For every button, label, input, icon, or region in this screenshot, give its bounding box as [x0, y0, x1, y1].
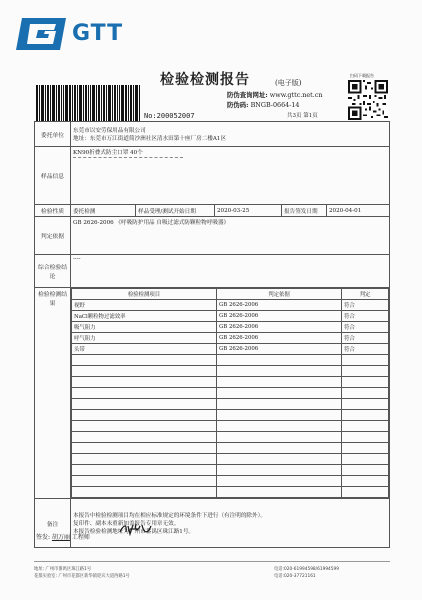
test-type-label: 检验性质	[35, 205, 71, 217]
result-basis: GB 2626-2006	[217, 333, 342, 344]
remarks-label: 备注	[35, 499, 71, 548]
gtt-logo-mark-icon	[16, 16, 68, 52]
footer	[34, 566, 390, 580]
result-verdict: 符合	[342, 300, 389, 311]
empty-row	[72, 399, 389, 410]
result-basis: GB 2626-2006	[217, 322, 342, 333]
anti-fake-code: BNGB-0664-14	[250, 101, 300, 109]
signature-block	[36, 532, 90, 541]
results-label: 检验检测结果	[35, 288, 71, 499]
results-cell	[71, 288, 390, 499]
conclusion-text: ----	[71, 255, 390, 288]
issue-date-value: 2020-04-01	[327, 205, 390, 217]
test-type-value: 委托检测	[71, 205, 136, 217]
signer-role: 工程师	[71, 534, 90, 541]
result-item: 视野	[72, 300, 217, 311]
empty-row	[72, 465, 389, 476]
footer-lab-address: 广州市花都区新华镇迎宾大道西路1号	[58, 574, 130, 579]
report-title-block	[160, 69, 250, 89]
empty-row	[72, 410, 389, 421]
receive-date-value: 2020-03-25	[215, 205, 282, 217]
empty-row	[72, 377, 389, 388]
result-verdict: 符合	[342, 322, 389, 333]
footer-phone-2: 电话:020-37721161	[274, 574, 316, 579]
result-item: 吸气阻力	[72, 322, 217, 333]
empty-row	[72, 388, 389, 399]
client-cell	[71, 122, 390, 147]
result-verdict: 符合	[342, 311, 389, 322]
empty-row	[72, 476, 389, 487]
anti-fake-code-label: 防伪码:	[227, 101, 249, 109]
footer-address: 广州市番禺区珠江路1号	[45, 567, 92, 572]
footer-lab-label: 花都实验室:	[34, 574, 57, 579]
footer-phones	[274, 566, 339, 580]
sample-cell	[71, 147, 390, 205]
table-row	[72, 311, 389, 322]
results-header-item: 检验检测项目	[72, 289, 217, 300]
anti-fake-info	[227, 90, 322, 110]
report-number: No:200052007	[144, 112, 195, 120]
footer-phone-1: 电话:020-61994598/61994599	[274, 567, 339, 572]
client-label: 委托单位	[35, 122, 71, 147]
table-row	[72, 333, 389, 344]
results-header-verdict: 判定	[342, 289, 389, 300]
result-item: NaCl颗粒物过滤效率	[72, 311, 217, 322]
basis-label: 判定依据	[35, 217, 71, 255]
sample-label: 样品信息	[35, 147, 71, 205]
table-row	[72, 300, 389, 311]
client-address: 地址：东莞市万江街道简沙洲社区清水田第十座厂房二楼A1区	[73, 136, 227, 142]
qr-code[interactable]	[348, 80, 388, 120]
basis-text: GB 2626-2006 《呼吸防护用品 自吸过滤式防颗粒物呼吸器》	[71, 217, 390, 255]
table-row	[72, 322, 389, 333]
query-url[interactable]: www.gttc.net.cn	[269, 91, 323, 99]
results-table	[71, 288, 389, 498]
result-basis: GB 2626-2006	[217, 300, 342, 311]
result-item: 呼气阻力	[72, 333, 217, 344]
empty-row	[72, 366, 389, 377]
report-table	[34, 121, 390, 548]
empty-row	[72, 355, 389, 366]
edition-label: (电子版)	[275, 79, 302, 87]
gtt-logo	[16, 16, 166, 52]
barcode	[36, 85, 140, 121]
signature-label: 签发:	[36, 534, 51, 541]
result-item: 头带	[72, 344, 217, 355]
empty-row	[72, 421, 389, 432]
footer-address-label: 地址:	[34, 567, 45, 572]
result-verdict: 符合	[342, 333, 389, 344]
conclusion-label: 综合检验结论	[35, 255, 71, 288]
remark-line: 本报告检验检测地址为广州市番禺区珠江路1号。	[73, 529, 195, 535]
receive-date-label: 样品受理/测试开始日期	[136, 205, 215, 217]
empty-row	[72, 443, 389, 454]
sample-info: KN90折叠式防尘口罩 40个	[73, 150, 143, 156]
remark-line: 本报告中检验检测项目均在相应标准规定的环境条件下进行（有注明的除外）。	[73, 513, 266, 519]
results-header-basis: 判定依据	[217, 289, 342, 300]
result-verdict: 符合	[342, 344, 389, 355]
handwritten-signature	[118, 520, 154, 538]
table-row	[72, 344, 389, 355]
result-basis: GB 2626-2006	[217, 344, 342, 355]
empty-row	[72, 454, 389, 465]
page-indicator: 共3页 第1页	[287, 113, 318, 119]
report-title: 检验检测报告	[160, 72, 250, 88]
empty-row	[72, 487, 389, 498]
logo-text: GTT	[72, 21, 124, 46]
result-basis: GB 2626-2006	[217, 311, 342, 322]
sample-divider	[73, 157, 183, 158]
issue-date-label: 报告签发日期	[282, 205, 327, 217]
client-name: 东莞市以安劳保用品有限公司	[73, 128, 146, 134]
qr-label: 扫码下载报告	[350, 73, 374, 78]
remark-line: 复印件、副本未重新加盖报告专用章无效。	[73, 521, 180, 527]
empty-row	[72, 432, 389, 443]
footer-divider	[34, 561, 390, 562]
signer-name: 胡万丽	[51, 534, 70, 541]
query-url-label: 防伪查询网址:	[227, 91, 268, 99]
